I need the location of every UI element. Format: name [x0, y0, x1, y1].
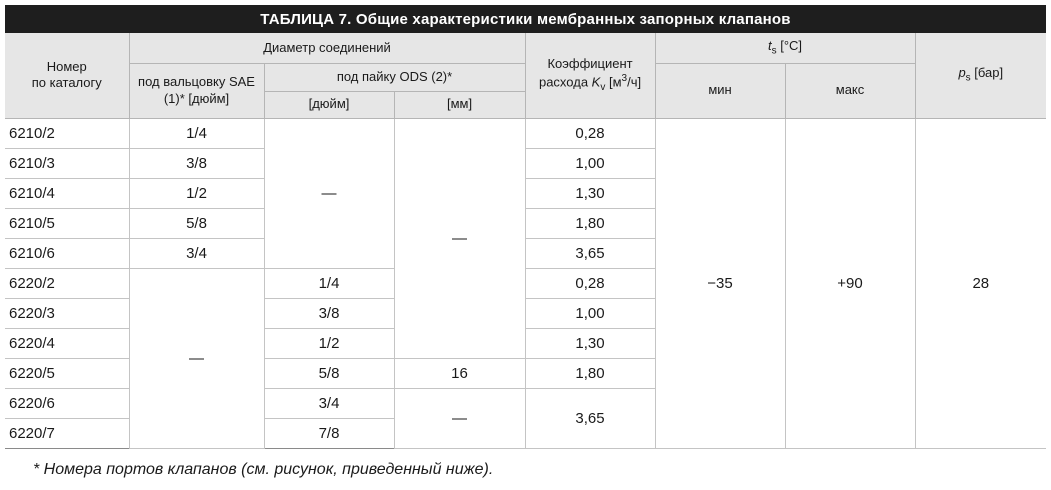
cell-sae: 5/8	[129, 208, 264, 238]
cell-sae: 1/2	[129, 178, 264, 208]
cell-number: 6210/3	[5, 148, 129, 178]
cell-number: 6220/6	[5, 388, 129, 418]
header-ods: под пайку ODS (2)*	[264, 63, 525, 91]
header-catalog-number-line2: по каталогу	[31, 75, 102, 91]
header-ods-inch: [дюйм]	[264, 91, 394, 118]
header-kv	[525, 33, 655, 118]
header-kv-symbol: K	[591, 73, 601, 89]
cell-number: 6220/4	[5, 328, 129, 358]
cell-number: 6210/5	[5, 208, 129, 238]
cell-kv: 0,28	[525, 118, 655, 148]
cell-number: 6210/2	[5, 118, 129, 148]
cell-ods-inch: 3/8	[264, 298, 394, 328]
cell-number: 6210/4	[5, 178, 129, 208]
header-sae-line2: (1)* [дюйм]	[163, 90, 230, 106]
cell-kv: 0,28	[525, 268, 655, 298]
cell-kv: 1,00	[525, 148, 655, 178]
header-ts-max: макс	[785, 63, 915, 118]
cell-ps: 28	[915, 118, 1046, 448]
header-kv-line1: Коэффициент	[547, 56, 633, 72]
header-kv-unit-open: [м	[605, 73, 622, 89]
footnote: * Номера портов клапанов (см. рисунок, приведенный ниже).	[33, 461, 494, 478]
header-catalog-number-line1: Номер	[46, 59, 87, 74]
cell-kv: 1,80	[525, 358, 655, 388]
cell-ts-max: +90	[785, 118, 915, 448]
valve-spec-table	[5, 33, 1046, 449]
cell-kv: 1,30	[525, 178, 655, 208]
header-ts-min: мин	[655, 63, 785, 118]
cell-ods-inch: 1/2	[264, 328, 394, 358]
cell-kv: 1,80	[525, 208, 655, 238]
header-ps-symbol: p	[958, 65, 966, 81]
cell-number: 6220/3	[5, 298, 129, 328]
cell-number: 6210/6	[5, 238, 129, 268]
cell-ods-inch: 3/4	[264, 388, 394, 418]
cell-ods-mm-dash-lower: —	[394, 388, 525, 448]
cell-number: 6220/2	[5, 268, 129, 298]
cell-kv: 3,65	[525, 388, 655, 448]
header-kv-prefix: расхода	[538, 73, 589, 89]
cell-ods-mm: 16	[394, 358, 525, 388]
cell-ods-mm-dash-upper: —	[394, 118, 525, 358]
header-sae-line1: под вальцовку SAE	[138, 74, 255, 90]
cell-kv: 1,00	[525, 298, 655, 328]
cell-ods-inch: 7/8	[264, 418, 394, 448]
header-sae	[129, 63, 264, 118]
cell-ods-inch-dash: —	[264, 118, 394, 268]
cell-ods-inch: 1/4	[264, 268, 394, 298]
table-title: ТАБЛИЦА 7. Общие характеристики мембранных запорных клапанов	[5, 5, 1046, 33]
cell-sae: 3/8	[129, 148, 264, 178]
header-catalog-number	[5, 33, 129, 118]
header-ps-unit: [бар]	[970, 65, 1004, 81]
header-kv-unit-sup: 3	[621, 72, 628, 84]
cell-number: 6220/5	[5, 358, 129, 388]
header-connection-diameter: Диаметр соединений	[129, 33, 525, 63]
header-ps	[915, 33, 1046, 118]
header-kv-sub: v	[600, 81, 606, 93]
cell-ods-inch: 5/8	[264, 358, 394, 388]
cell-ts-min: −35	[655, 118, 785, 448]
header-ts-symbol: t	[768, 37, 772, 53]
cell-kv: 1,30	[525, 328, 655, 358]
cell-sae: 3/4	[129, 238, 264, 268]
cell-sae: 1/4	[129, 118, 264, 148]
header-ps-sub: s	[965, 72, 971, 84]
cell-number: 6220/7	[5, 418, 129, 448]
header-ts	[655, 33, 915, 63]
cell-sae-dash: —	[129, 268, 264, 448]
header-kv-unit-close: /ч]	[627, 73, 642, 89]
header-ts-unit: [°C]	[776, 37, 803, 53]
header-ods-mm: [мм]	[394, 91, 525, 118]
header-ts-sub: s	[771, 45, 777, 57]
cell-kv: 3,65	[525, 238, 655, 268]
